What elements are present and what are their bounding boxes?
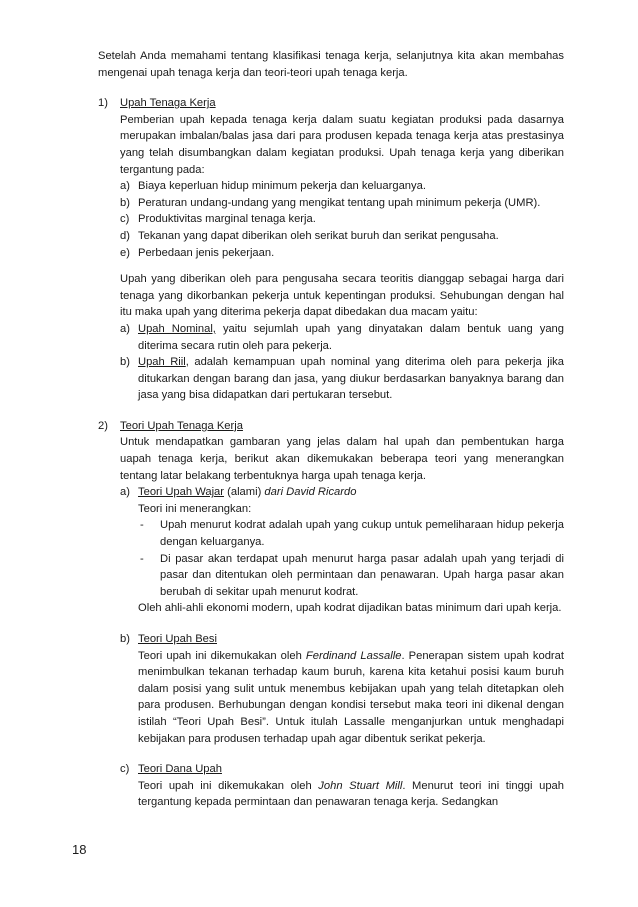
theory-c-paragraph: Teori upah ini dikemukakan oleh John Stuart Mill. Menurut teori ini tinggi upah tergantung kepada permintaan dan penawaran tenaga kerja. Sedangkan [138, 779, 564, 809]
section-1 [98, 95, 564, 404]
theory-a: a) Teori Upah Wajar (alami) dari David Ricardo Teori ini menerangkan: - Upah menurut kodrat adalah upah yang cukup untuk pemeliharaan hidup pekerja dengan keluarganya. - Di pasar akan terdapat upah menurut harga pasar adalah upah yang terjadi di pasar dan ditentukan oleh permintaan dan penawaran. Upah harga pasar akan berubah di sekitar upah menurut kodrat. Oleh ahli-ahli ekonomi modern, upah kodrat dijadikan batas minimum dari upah kerja. [120, 484, 564, 617]
theory-a-title: Teori Upah Wajar [138, 486, 225, 499]
theory-a-closing: Oleh ahli-ahli ekonomi modern, upah kodrat dijadikan batas minimum dari upah kerja. [138, 602, 562, 615]
list-item: d) Tekanan yang dapat diberikan oleh serikat buruh dan serikat pengusaha. [120, 229, 499, 242]
page-number: 18 [72, 842, 87, 857]
term-upah-riil: Upah Riil [138, 356, 186, 369]
theory-b-title: Teori Upah Besi [138, 633, 217, 645]
section-2-paragraph-1: Untuk mendapatkan gambaran yang jelas dalam hal upah dan pembentukan harga uapah tenaga kerja, berikut akan dikemukakan beberapa teori yang menerangkan tentang latar belakang terbentuknya harga upah tenaga kerja. [120, 436, 564, 482]
theory-a-lead: Teori ini menerangkan: [138, 502, 252, 515]
list-item: b) Upah Riil, adalah kemampuan upah nominal yang diterima oleh para pekerja jika ditukarkan dengan barang dan jasa, yang diukur berdasarkan banyaknya barang dan jasa yang bisa didapatkan dari pertukaran tersebut. [120, 356, 564, 402]
wage-type-list [120, 321, 564, 404]
list-item: a) Upah Nominal, yaitu sejumlah upah yang dinyatakan dalam bentuk uang yang diterima secara rutin oleh para pekerja. [120, 322, 564, 352]
document-page [98, 48, 564, 811]
theory-a-author: dari David Ricardo [264, 486, 357, 499]
list-item: e) Perbedaan jenis pekerjaan. [120, 246, 275, 259]
intro-paragraph: Setelah Anda memahami tentang klasifikasi tenaga kerja, selanjutnya kita akan membahas mengenai upah tenaga kerja dan teori-teori upah tenaga kerja. [98, 50, 564, 79]
list-item: - Upah menurut kodrat adalah upah yang cukup untuk pemeliharaan hidup pekerja dengan keluarganya. [140, 519, 564, 549]
list-item: a) Biaya keperluan hidup minimum pekerja dan keluarganya. [120, 180, 426, 193]
theory-c-title: Teori Dana Upah [138, 763, 222, 776]
theory-c-author: John Stuart Mill [318, 779, 403, 792]
theory-b: b) Teori Upah Besi Teori upah ini dikemukakan oleh Ferdinand Lassalle. Penerapan sistem upah kodrat menimbulkan tekanan terhadap kaum buruh, karena kita ketahui posisi kaum buruh dalam posisi yang sulit untuk menembus kebijakan upah yang telah ditetapkan oleh para produsen. Berhubungan dengan kondisi tersebut maka teori ini dikenal dengan istilah “Teori Upah Besi”. Untuk itulah Lassalle menganjurkan untuk menghadapi kebijakan para produsen terhadap upah agar dibentuk serikat pekerja. [120, 631, 564, 747]
list-item: b) Peraturan undang-undang yang mengikat tentang upah minimum pekerja (UMR). [120, 196, 541, 209]
section-2 [98, 418, 564, 811]
theory-c: c) Teori Dana Upah Teori upah ini dikemukakan oleh John Stuart Mill. Menurut teori ini tinggi upah tergantung kepada permintaan dan penawaran tenaga kerja. Sedangkan [120, 761, 564, 811]
term-upah-nominal: Upah Nominal, [138, 322, 216, 335]
section-1-paragraph-1: Pemberian upah kepada tenaga kerja dalam suatu kegiatan produksi pada dasarnya merupakan imbalan/balas jasa dari para produsen kepada tenaga kerja atas prestasinya yang telah disumbangkan dalam kegiatan produksi. Upah tenaga kerja yang diberikan tergantung pada: [120, 113, 564, 176]
section-2-number: 2) [98, 419, 108, 432]
factor-list [120, 178, 564, 261]
section-1-title: Upah Tenaga Kerja [120, 97, 216, 110]
list-item: - Di pasar akan terdapat upah menurut harga pasar adalah upah yang terjadi di pasar dan ditentukan oleh permintaan dan penawaran. Upah harga pasar akan berubah di sekitar upah menurut kodrat. [140, 552, 564, 598]
theory-b-author: Ferdinand Lassalle [305, 649, 402, 662]
section-1-number: 1) [98, 97, 108, 110]
section-2-title: Teori Upah Tenaga Kerja [120, 419, 243, 432]
list-item: c) Produktivitas marginal tenaga kerja. [120, 213, 316, 226]
section-1-paragraph-2: Upah yang diberikan oleh para pengusaha secara teoritis dianggap sebagai harga dari tenaga yang dikorbankan pekerja untuk kepentingan produksi. Sehubungan dengan hal itu maka upah yang diterima pekerja dapat dibedakan dua macam yaitu: [120, 273, 564, 319]
theory-b-paragraph: Teori upah ini dikemukakan oleh Ferdinand Lassalle. Penerapan sistem upah kodrat menimbulkan tekanan terhadap kaum buruh, karena kita ketahui posisi kaum buruh dalam posisi yang sulit untuk menembus kebijakan upah yang telah ditetapkan oleh para produsen. Berhubungan dengan kondisi tersebut maka teori ini dikenal dengan istilah “Teori Upah Besi”. Untuk itulah Lassalle menganjurkan untuk menghadapi kebijakan para produsen terhadap upah agar dibentuk serikat pekerja. [138, 649, 564, 745]
